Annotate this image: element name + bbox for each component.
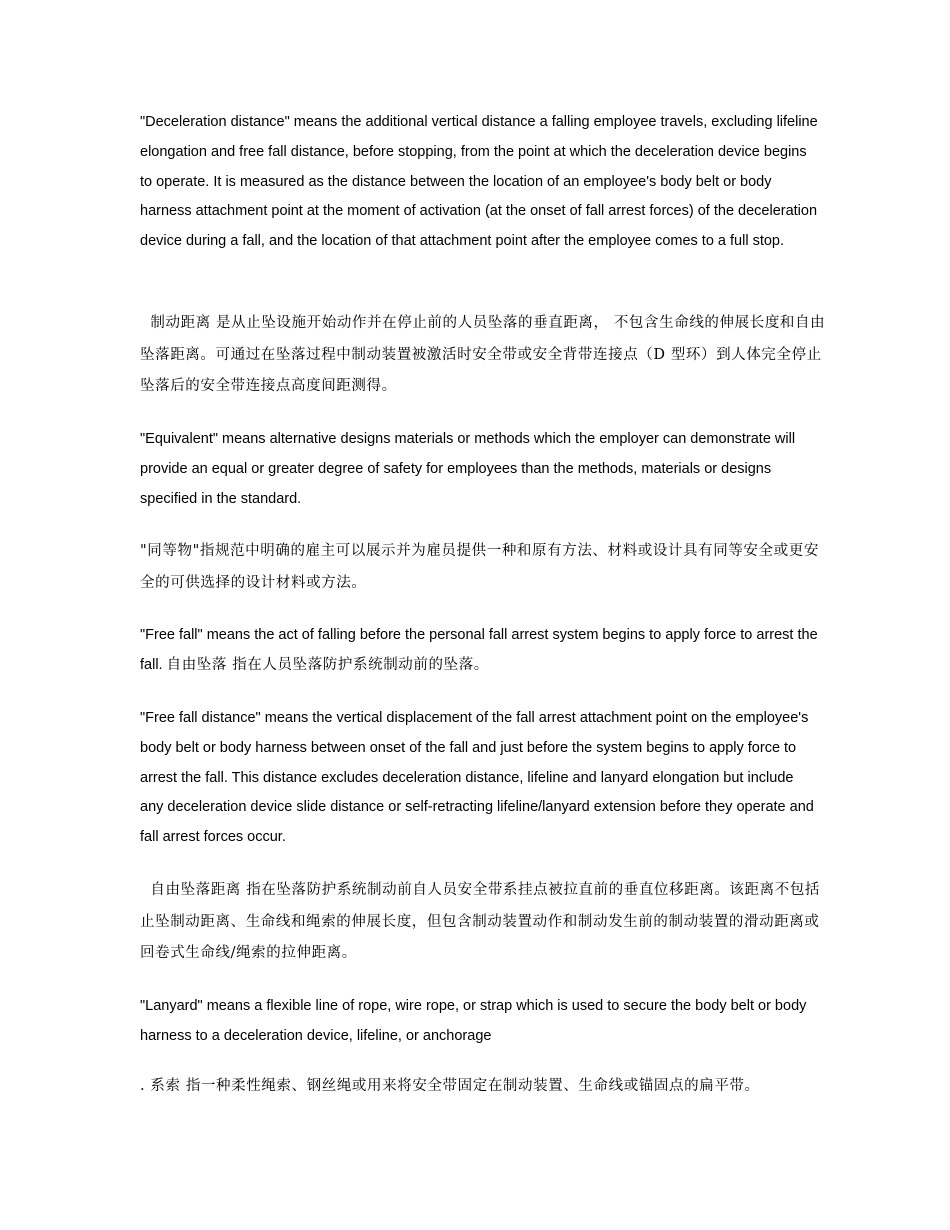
paragraph-free-fall-distance-en: "Free fall distance" means the vertical displacement of the fall arrest attachment point on the employee's body belt or body harness between onset of the fall and just before the system begins to apply force to arrest the fall. This distance excludes deceleration distance, lifeline and lanyard elongation but include any deceleration device slide distance or self-retracting lifeline/lanyard extension before they operate and fall arrest forces occur. (140, 710, 814, 846)
paragraph-deceleration-distance-zh: 制动距离 是从止坠设施开始动作并在停止前的人员坠落的垂直距离， 不包含生命线的伸展长度和自由坠落距离。可通过在坠落过程中制动装置被激活时安全带或安全背带连接点（D 型环）到人体完全停止坠落后的安全带连接点高度间距测得。 (140, 315, 826, 394)
free-fall-zh-text: 自由坠落 指在人员坠落防护系统制动前的坠落。 (166, 656, 489, 673)
paragraph-free-fall-distance-zh: 自由坠落距离 指在坠落防护系统制动前自人员安全带系挂点被拉直前的垂直位移距离。该距离不包括止坠制动距离、生命线和绳索的伸展长度，但包含制动装置动作和制动发生前的制动装置的滑动距离或回卷式生命线/绳索的拉伸距离。 (140, 882, 821, 961)
free-fall-en-text: "Free fall" means the act of falling before the personal fall arrest system begins to apply force to arrest the fall. (140, 627, 818, 673)
paragraph-equivalent-en: "Equivalent" means alternative designs materials or methods which the employer can demonstrate will provide an equal or greater degree of safety for employees than the methods, materials or designs specified in the standard. (140, 431, 796, 507)
paragraph-lanyard-en: "Lanyard" means a flexible line of rope, wire rope, or strap which is used to secure the body belt or body harness to a deceleration device, lifeline, or anchorage (140, 998, 807, 1044)
paragraph-free-fall (140, 621, 820, 681)
paragraph-deceleration-distance-en: "Deceleration distance" means the additional vertical distance a falling employee travels, excluding lifeline elongation and free fall distance, before stopping, from the point at which the deceleration device begins to operate. It is measured as the distance between the location of an employee's body belt or body harness attachment point at the moment of activation (at the onset of fall arrest forces) of the deceleration device during a fall, and the location of that attachment point after the employee comes to a full stop. (140, 114, 818, 250)
paragraph-lanyard-zh: . 系索 指一种柔性绳索、钢丝绳或用来将安全带固定在制动装置、生命线或锚固点的扁平带。 (140, 1078, 760, 1094)
paragraph-equivalent-zh: "同等物"指规范中明确的雇主可以展示并为雇员提供一种和原有方法、材料或设计具有同等安全或更安全的可供选择的设计材料或方法。 (140, 543, 819, 591)
